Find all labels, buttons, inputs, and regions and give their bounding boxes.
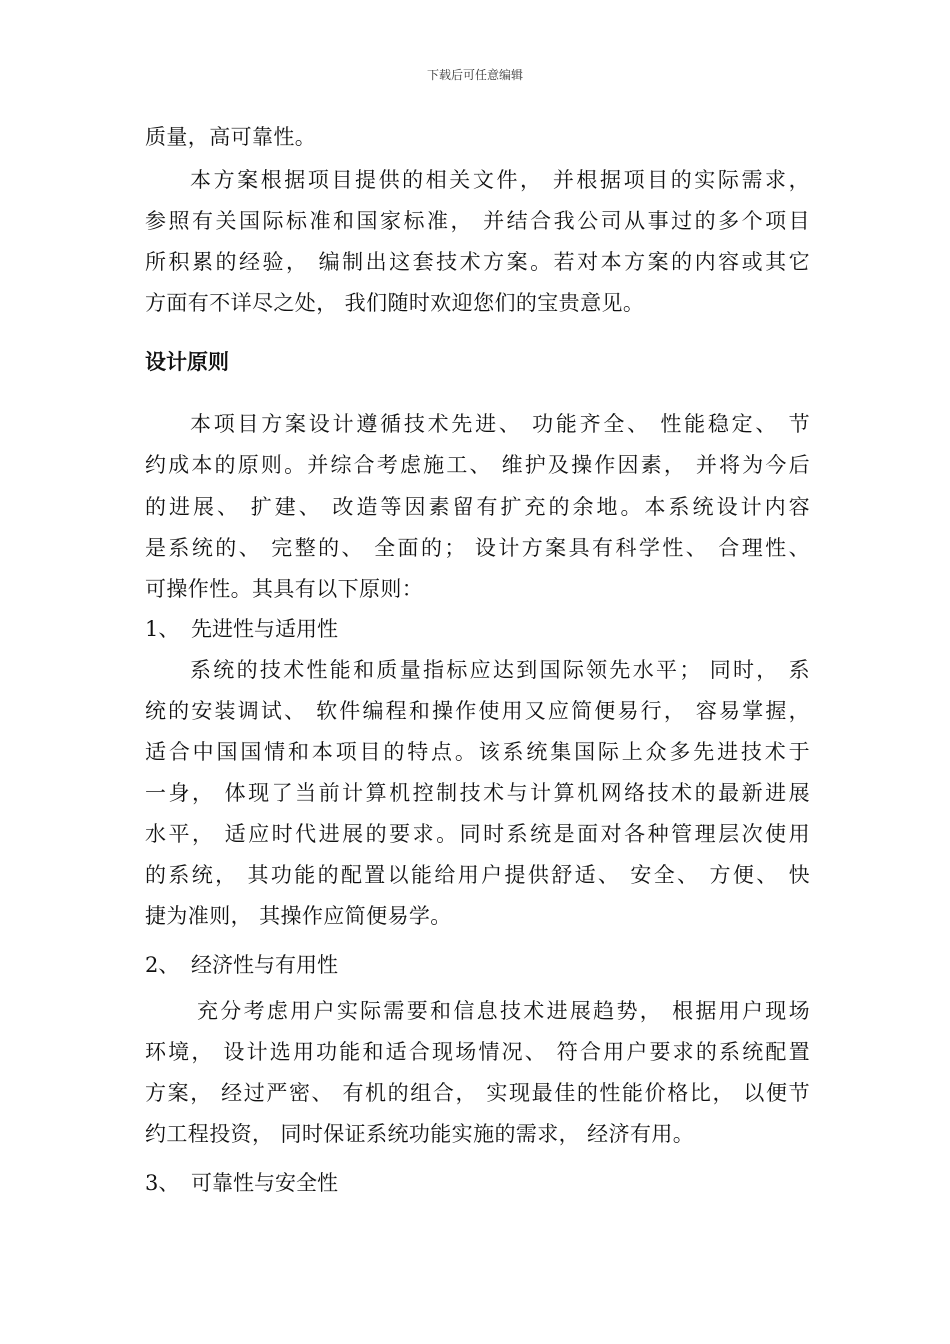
item-line: 方案， 经过严密、 有机的组合， 实现最佳的性能价格比， 以便节 — [145, 1081, 810, 1105]
list-item-number: 1、 — [145, 617, 180, 641]
intro-line: 所积累的经验， 编制出这套技术方案。若对本方案的内容或其它 — [145, 250, 810, 274]
item-line: 水平， 适应时代进展的要求。同时系统是面对各种管理层次使用 — [145, 822, 810, 846]
item-line: 环境， 设计选用功能和适合现场情况、 符合用户要求的系统配置 — [145, 1040, 810, 1064]
section-heading: 设计原则 — [145, 350, 229, 374]
list-item-title: 可靠性与安全性 — [191, 1171, 338, 1195]
item-line: 统的安装调试、 软件编程和操作使用又应简便易行， 容易掌握， — [145, 699, 810, 723]
item-line: 约工程投资， 同时保证系统功能实施的需求， 经济有用。 — [145, 1122, 695, 1146]
list-item-title: 经济性与有用性 — [191, 953, 338, 977]
principle-line: 的进展、 扩建、 改造等因素留有扩充的余地。本系统设计内容 — [145, 495, 810, 519]
list-item-heading — [145, 615, 338, 643]
list-item-number: 2、 — [145, 953, 180, 977]
intro-line: 本方案根据项目提供的相关文件， 并根据项目的实际需求， — [190, 168, 810, 192]
list-item-number: 3、 — [145, 1171, 180, 1195]
item-line: 的系统， 其功能的配置以能给用户提供舒适、 安全、 方便、 快 — [145, 863, 810, 887]
page-header: 下载后可任意编辑 — [426, 68, 523, 82]
principle-line: 是系统的、 完整的、 全面的； 设计方案具有科学性、 合理性、 — [145, 536, 810, 560]
list-item-title: 先进性与适用性 — [191, 617, 338, 641]
item-line: 适合中国国情和本项目的特点。该系统集国际上众多先进技术于 — [145, 740, 810, 764]
list-item-heading — [145, 1169, 338, 1197]
intro-line: 质量，高可靠性。 — [145, 125, 317, 149]
principle-line: 约成本的原则。并综合考虑施工、 维护及操作因素， 并将为今后 — [145, 453, 810, 477]
intro-line: 方面有不详尽之处， 我们随时欢迎您们的宝贵意见。 — [145, 291, 645, 315]
intro-line: 参照有关国际标准和国家标准， 并结合我公司从事过的多个项目 — [145, 209, 810, 233]
item-line: 系统的技术性能和质量指标应达到国际领先水平； 同时， 系 — [190, 658, 810, 682]
principle-line: 可操作性。其具有以下原则： — [145, 577, 424, 601]
principle-line: 本项目方案设计遵循技术先进、 功能齐全、 性能稳定、 节 — [190, 412, 810, 436]
list-item-heading — [145, 951, 338, 979]
item-line: 充分考虑用户实际需要和信息技术进展趋势， 根据用户现场 — [197, 999, 810, 1023]
item-line: 捷为准则， 其操作应简便易学。 — [145, 904, 452, 928]
item-line: 一身， 体现了当前计算机控制技术与计算机网络技术的最新进展 — [145, 781, 810, 805]
